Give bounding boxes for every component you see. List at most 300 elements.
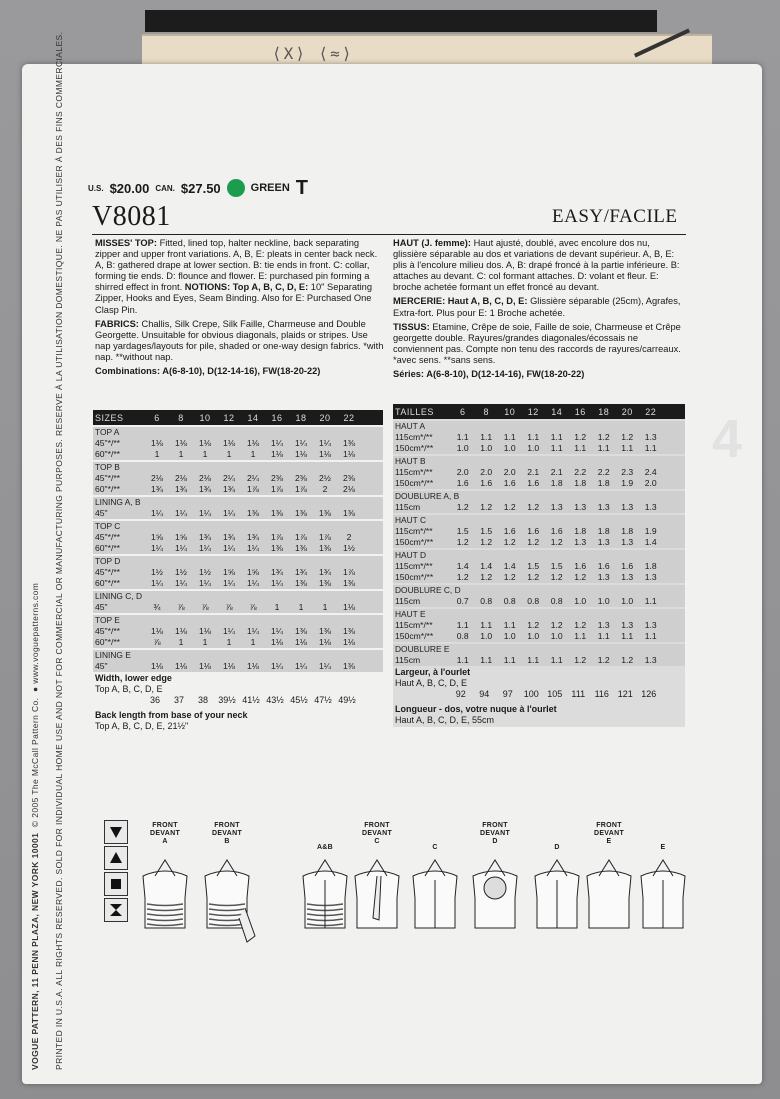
fr-row-label: 115cm*/** (395, 432, 433, 442)
fr-cell: 1.2 (621, 655, 634, 665)
fr-cell: 1.2 (480, 572, 493, 582)
fr-cell: 1.0 (597, 596, 610, 606)
en-cell: 2⅛ (199, 473, 211, 483)
en-table-row (93, 637, 383, 648)
en-cell: 1⅞ (343, 567, 355, 577)
fr-cell: 1.1 (550, 432, 563, 442)
illustration-label: FRONT DEVANT B (211, 822, 243, 845)
fr-cell: 1.0 (480, 443, 493, 453)
fr-cell: 2.0 (456, 467, 469, 477)
square-icon (104, 872, 128, 896)
en-size-header: 6 (154, 412, 160, 423)
en-cell: 1 (250, 637, 256, 647)
en-cell: 1⅜ (247, 508, 259, 518)
fr-cell: 1.2 (597, 432, 610, 442)
fr-table-header (393, 404, 685, 419)
fr-cell: 1.6 (527, 526, 540, 536)
en-cell: 1 (250, 449, 256, 459)
fr-header-label: TAILLES (395, 406, 434, 417)
en-size-header: 8 (178, 412, 184, 423)
english-description (95, 238, 385, 380)
en-cell: 1⅛ (175, 626, 187, 636)
en-notions-title: NOTIONS: Top A, B, C, D, E: (184, 282, 309, 293)
fr-cell: 1.1 (574, 631, 587, 641)
en-cell: 1¼ (223, 543, 235, 553)
en-cell: 1¼ (319, 661, 331, 671)
en-back-title: Back length from base of your neck (95, 710, 248, 720)
en-section-title: LINING C, D (95, 591, 142, 601)
fr-cell: 1.2 (456, 502, 469, 512)
en-row-label: 45" (95, 508, 108, 518)
en-cell: 1⅛ (343, 602, 355, 612)
en-section (93, 427, 383, 460)
fr-cell: 0.8 (456, 631, 469, 641)
en-cell: 1¼ (175, 543, 187, 553)
fr-section (393, 609, 685, 642)
en-cell: 1½ (175, 567, 187, 577)
fr-cell: 1.8 (597, 526, 610, 536)
en-section-title: TOP E (95, 615, 120, 625)
fr-cell: 1.2 (621, 432, 634, 442)
en-width-value: 39½ (218, 695, 236, 705)
fr-row-label: 115cm (395, 596, 421, 606)
fr-size-header: 10 (504, 406, 516, 417)
fr-cell: 1.2 (597, 655, 610, 665)
en-cell: 2 (346, 532, 352, 542)
fr-width-values (395, 689, 683, 700)
en-cell: 1⅜ (343, 661, 355, 671)
fr-cell: 1.8 (574, 478, 587, 488)
fr-cell: 1.2 (456, 537, 469, 547)
en-table-row (93, 532, 383, 543)
fr-cell: 1.6 (574, 561, 587, 571)
fr-cell: 1.2 (574, 432, 587, 442)
fr-cell: 1.6 (550, 526, 563, 536)
en-cell: 2⅜ (295, 473, 307, 483)
en-measurements (93, 672, 383, 733)
en-cell: 1⅜ (271, 508, 283, 518)
can-price: $27.50 (180, 180, 221, 196)
fr-cell: 1.1 (621, 443, 634, 453)
fr-fabrics: Etamine, Crêpe de soie, Faille de soie, Charmeuse et Crêpe georgette double. Rayures/grandes diagonales/écossais ne conviennent pas. Compte non tenu des raccords de rayures/carreaux. *avec sens. **sans sens. (393, 321, 681, 365)
fr-cell: 1.1 (503, 432, 516, 442)
fr-cell: 0.8 (550, 596, 563, 606)
fr-cell: 1.6 (503, 526, 516, 536)
fr-cell: 1.3 (597, 502, 610, 512)
en-section-title: LINING A, B (95, 497, 141, 507)
french-description (393, 238, 685, 383)
en-section (93, 591, 383, 613)
en-cell: 1¼ (223, 508, 235, 518)
illustration-label: FRONT DEVANT E (593, 822, 625, 845)
en-cell: 1¼ (223, 578, 235, 588)
en-cell: 1¼ (199, 543, 211, 553)
triangle-up-icon (104, 846, 128, 870)
fr-cell: 0.8 (480, 596, 493, 606)
en-cell: 1¾ (175, 484, 187, 494)
garment-sketch-icon (197, 858, 257, 948)
en-cell: 1⅜ (319, 508, 331, 518)
fr-cell: 1.4 (456, 561, 469, 571)
en-cell: 1⅛ (199, 626, 211, 636)
fr-back-title: Longueur - dos, votre nuque à l'ourlet (395, 704, 557, 714)
fr-width-value: 97 (502, 689, 513, 699)
en-cell: 1⅜ (295, 543, 307, 553)
fr-section-title: HAUT C (395, 515, 427, 525)
en-size-header: 16 (271, 412, 283, 423)
fr-cell: 1.6 (503, 478, 516, 488)
fr-cell: 1.6 (597, 561, 610, 571)
fr-cell: 1.1 (456, 620, 469, 630)
fr-cell: 2.0 (503, 467, 516, 477)
garment-sketch-icon (465, 858, 525, 948)
en-cell: 1¼ (199, 508, 211, 518)
fr-cell: 1.0 (527, 443, 540, 453)
fr-row-label: 115cm (395, 655, 421, 665)
en-cell: 1½ (343, 543, 355, 553)
en-row-label: 45"*/** (95, 473, 121, 483)
en-cell: 1⅛ (175, 438, 187, 448)
en-cell: 1¼ (271, 438, 283, 448)
fr-cell: 1.5 (550, 561, 563, 571)
fr-cell: 1.2 (550, 620, 563, 630)
en-row-label: 60"*/** (95, 578, 121, 588)
en-cell: 1¼ (247, 543, 259, 553)
en-fabrics-title: FABRICS: (95, 318, 139, 329)
en-table-row (93, 661, 383, 672)
fr-section (393, 456, 685, 489)
fr-size-header: 6 (459, 406, 466, 417)
fr-width-value: 100 (523, 689, 539, 699)
fr-title: HAUT (J. femme): (393, 238, 471, 248)
en-cell: 1⅝ (223, 567, 235, 577)
fr-table-row (393, 537, 685, 548)
fr-table-row (393, 443, 685, 454)
fr-cell: 1.4 (644, 537, 657, 547)
us-price: $20.00 (109, 180, 150, 196)
fr-cell: 2.4 (644, 467, 657, 477)
fr-cell: 1.2 (527, 502, 540, 512)
fr-cell: 1.3 (621, 502, 634, 512)
en-cell: 1⅜ (343, 438, 355, 448)
en-cell: 1⅛ (343, 637, 355, 647)
en-cell: 1⅜ (319, 578, 331, 588)
en-cell: ⅞ (225, 602, 233, 612)
en-cell: 1⅛ (151, 661, 163, 671)
en-row-label: 60"*/** (95, 543, 121, 553)
fr-section (393, 491, 685, 513)
fr-cell: 2.0 (644, 478, 657, 488)
en-cell: 1⅞ (271, 532, 283, 542)
fr-section (393, 585, 685, 607)
fr-width-pad (395, 689, 449, 700)
fr-notions-title: MERCERIE: Haut A, B, C, D, E: (393, 296, 528, 307)
en-row-label: 45"*/** (95, 626, 121, 636)
en-row-label: 45"*/** (95, 438, 121, 448)
fr-size-header: 8 (483, 406, 489, 417)
en-cell: ⅞ (153, 637, 161, 647)
en-section-title: TOP B (95, 462, 120, 472)
en-cell: 1⅝ (151, 532, 163, 542)
fr-cell: 1.6 (480, 478, 493, 488)
en-cell: 1⅛ (295, 449, 307, 459)
fr-row-label: 150cm*/** (395, 537, 434, 547)
fr-cell: 1.5 (480, 526, 493, 536)
website: www.voguepatterns.com (30, 582, 40, 684)
en-cell: 1¾ (295, 567, 307, 577)
en-cell: 1¾ (151, 484, 163, 494)
en-cell: 1⅛ (223, 438, 235, 448)
en-width-value: 41½ (242, 695, 260, 705)
en-header-label: SIZES (95, 412, 124, 423)
en-cell: 1¼ (247, 578, 259, 588)
fr-section (393, 644, 685, 666)
en-cell: 1¼ (223, 626, 235, 636)
fr-section-title: DOUBLURE C, D (395, 585, 461, 595)
illustration-label: FRONT DEVANT D (479, 822, 511, 845)
en-width-values (95, 695, 381, 706)
dark-strip (145, 10, 657, 32)
garment-sketch-icon (633, 858, 693, 948)
fr-width-value: 92 (455, 689, 466, 699)
en-cell: 2⅜ (271, 473, 283, 483)
en-cell: 1¼ (151, 508, 163, 518)
en-table-row (93, 449, 383, 460)
fr-size-header: 14 (551, 406, 563, 417)
en-row-label: 45"*/** (95, 532, 121, 542)
en-row-label: 60"*/** (95, 449, 121, 459)
fr-cell: 1.6 (621, 561, 634, 571)
en-size-header: 14 (247, 412, 259, 423)
en-cell: 1⅜ (295, 578, 307, 588)
en-cell: 1⅛ (319, 449, 331, 459)
en-combinations: Combinations: A(6-8-10), D(12-14-16), FW(18-20-22) (95, 366, 321, 377)
fr-cell: 1.3 (574, 502, 587, 512)
fr-row-label: 150cm*/** (395, 631, 434, 641)
fr-cell: 1.6 (527, 478, 540, 488)
illustration-label: E (660, 844, 666, 851)
fr-section (393, 421, 685, 454)
en-cell: 2⅜ (343, 473, 355, 483)
en-cell: 1 (274, 602, 280, 612)
en-cell: 1⅛ (343, 449, 355, 459)
en-size-header: 18 (295, 412, 307, 423)
fr-width-title: Largeur, à l'ourlet (395, 667, 471, 677)
fr-cell: 2.2 (574, 467, 587, 477)
fr-table-row (393, 432, 685, 443)
view-symbols (104, 820, 128, 922)
fr-cell: 1.3 (550, 502, 563, 512)
en-cell: 1¼ (271, 626, 283, 636)
fr-cell: 1.0 (480, 631, 493, 641)
en-cell: 1 (322, 602, 328, 612)
pattern-number: V8081 (92, 201, 171, 232)
header-rule (92, 234, 686, 235)
fr-cell: 1.1 (480, 432, 493, 442)
fr-cell: 1.0 (621, 596, 634, 606)
fr-combinations: Séries: A(6-8-10), D(12-14-16), FW(18-20-22) (393, 369, 585, 380)
garment-sketch-icon (135, 858, 195, 948)
en-cell: 1⅜ (343, 578, 355, 588)
fr-cell: 1.1 (527, 432, 540, 442)
en-cell: 1⅛ (151, 626, 163, 636)
en-cell: 1¾ (199, 532, 211, 542)
hourglass-icon (104, 898, 128, 922)
en-cell: 1⅜ (271, 543, 283, 553)
garment-sketch-icon (405, 858, 465, 948)
fr-row-label: 115cm*/** (395, 561, 433, 571)
fr-cell: 1.1 (597, 631, 610, 641)
en-section (93, 556, 383, 589)
en-table-row (93, 438, 383, 449)
en-cell: 1¼ (271, 661, 283, 671)
can-label: CAN. (155, 183, 175, 193)
en-cell: 1¼ (175, 578, 187, 588)
fr-notions: Glissière séparable (25cm), Agrafes, Extra-fort. Plus pour E: 1 Broche achetée. (393, 296, 681, 318)
fr-size-header: 16 (574, 406, 586, 417)
fr-cell: 1.0 (574, 596, 587, 606)
fr-cell: 2.0 (480, 467, 493, 477)
en-cell: 1¾ (247, 532, 259, 542)
fr-table-row (393, 561, 685, 572)
en-table-row (93, 602, 383, 613)
fr-cell: 1.1 (574, 443, 587, 453)
illustration-label: FRONT DEVANT C (361, 822, 393, 845)
en-cell: 1⅞ (247, 484, 259, 494)
en-width-value: 36 (149, 695, 160, 705)
fr-cell: 1.1 (644, 631, 657, 641)
fr-cell: 1.1 (456, 432, 469, 442)
en-cell: 1⅜ (319, 626, 331, 636)
fr-fabrics-title: TISSUS: (393, 321, 430, 332)
en-section-title: TOP A (95, 427, 120, 437)
fr-cell: 1.2 (550, 572, 563, 582)
fr-cell: 1.2 (480, 537, 493, 547)
fr-cell: 1.3 (597, 620, 610, 630)
watermark-number: 4 (712, 409, 743, 469)
en-cell: 1 (298, 602, 304, 612)
green-dot-icon (227, 179, 245, 197)
en-section (93, 497, 383, 519)
garment-illustrations (135, 822, 695, 962)
fr-cell: 1.4 (480, 561, 493, 571)
en-width-value: 37 (173, 695, 184, 705)
illustration-label: FRONT DEVANT A (149, 822, 181, 845)
fr-size-header: 18 (598, 406, 610, 417)
fr-table-row (393, 631, 685, 642)
garment-sketch-icon (295, 858, 355, 948)
fr-cell: 1.2 (503, 502, 516, 512)
en-title: MISSES' TOP: (95, 238, 157, 248)
fr-cell: 1.0 (503, 631, 516, 641)
fr-row-label: 150cm*/** (395, 478, 434, 488)
garment-sketch-icon (347, 858, 407, 948)
fr-cell: 2.1 (550, 467, 563, 477)
en-cell: 1⅞ (319, 532, 331, 542)
fr-cell: 1.9 (644, 526, 657, 536)
en-table-row (93, 543, 383, 554)
en-size-header: 12 (223, 412, 235, 423)
en-cell: 1⅞ (295, 532, 307, 542)
fr-cell: 1.3 (644, 655, 657, 665)
side-legal-text: VOGUE PATTERN, 11 PENN PLAZA, NEW YORK 10001 © 2005 The McCall Pattern Co. ● www.voguepatterns.com PRINTED IN U.S.A. ALL RIGHTS RESERVED. SOLD FOR INDIVIDUAL HOME USE AND NOT FOR COMMERCIAL OR MANUFACTURING PURPOSES. RESERVE À LA UTILISATION DOMESTIQUE. NE PAS UTILISER À DES FINS COMMERCIALES. (30, 31, 64, 1070)
copyright: © 2005 The McCall Pattern Co. (30, 697, 40, 828)
en-cell: 2 (322, 484, 328, 494)
fr-cell: 1.3 (597, 572, 610, 582)
fr-width-value: 94 (479, 689, 490, 699)
en-cell: 1¾ (223, 532, 235, 542)
fr-size-header: 22 (645, 406, 657, 417)
en-width-value: 49½ (338, 695, 356, 705)
en-cell: 1¼ (271, 578, 283, 588)
fr-row-label: 150cm*/** (395, 443, 434, 453)
fr-cell: 1.0 (527, 631, 540, 641)
en-table-row (93, 484, 383, 495)
fr-width-value: 121 (617, 689, 633, 699)
fr-cell: 1.2 (480, 502, 493, 512)
fr-cell: 1.3 (621, 620, 634, 630)
en-cell: 1¾ (319, 567, 331, 577)
en-cell: 2⅛ (175, 473, 187, 483)
en-cell: 1⅛ (271, 637, 283, 647)
en-size-header: 10 (199, 412, 211, 423)
en-cell: 1¼ (247, 626, 259, 636)
fr-section-title: DOUBLURE E (395, 644, 450, 654)
fr-table-row (393, 620, 685, 631)
fr-cell: 1.1 (503, 620, 516, 630)
en-size-header: 20 (319, 412, 331, 423)
fr-section (393, 550, 685, 583)
en-size-header: 22 (343, 412, 355, 423)
fr-desc: Haut ajusté, doublé, avec encolure dos nu, glissière séparable au dos et variations de devant supérieur. A, B, E: plis à l'encolure milieu dos. A, B: drapé froncé à la partie inférieure. B: attaches au devant. C: col formant attaches. D: volant et fleur. E: broche achetée formant un effet froncé au devant. (393, 238, 680, 293)
fr-cell: 0.8 (503, 596, 516, 606)
illustration-label: C (432, 844, 438, 851)
fr-width-value: 116 (594, 689, 609, 699)
en-cell: 1⅜ (343, 508, 355, 518)
fr-section-title: HAUT E (395, 609, 426, 619)
fr-cell: 1.8 (574, 526, 587, 536)
fr-size-header: 12 (527, 406, 539, 417)
fr-cell: 1.3 (597, 537, 610, 547)
en-width-value: 45½ (290, 695, 308, 705)
fr-row-label: 115cm*/** (395, 620, 433, 630)
en-cell: 1⅛ (247, 438, 259, 448)
fr-cell: 1.0 (550, 631, 563, 641)
fr-cell: 1.1 (550, 655, 563, 665)
en-cell: ⅞ (177, 602, 185, 612)
en-cell: 1⅛ (223, 661, 235, 671)
fr-cell: 2.1 (527, 467, 540, 477)
fr-cell: 1.3 (574, 537, 587, 547)
scribble-mark: ⟨X⟩ ⟨≈⟩ (272, 44, 354, 63)
en-cell: 1⅛ (247, 661, 259, 671)
en-width-value: 38 (197, 695, 208, 705)
en-cell: 1¼ (199, 578, 211, 588)
en-cell: 1 (178, 449, 184, 459)
fr-section-title: DOUBLURE A, B (395, 491, 460, 501)
en-cell: 1 (226, 449, 232, 459)
en-row-label: 60"*/** (95, 484, 121, 494)
en-cell: 1⅜ (295, 626, 307, 636)
fr-cell: 1.6 (456, 478, 469, 488)
fr-cell: 1.4 (503, 561, 516, 571)
en-section-title: TOP D (95, 556, 121, 566)
fr-section (393, 515, 685, 548)
fr-cell: 1.8 (621, 526, 634, 536)
en-cell: 1⅞ (295, 484, 307, 494)
en-back-sub: Top A, B, C, D, E, 21½" (95, 721, 189, 731)
en-width-sub: Top A, B, C, D, E (95, 684, 163, 694)
